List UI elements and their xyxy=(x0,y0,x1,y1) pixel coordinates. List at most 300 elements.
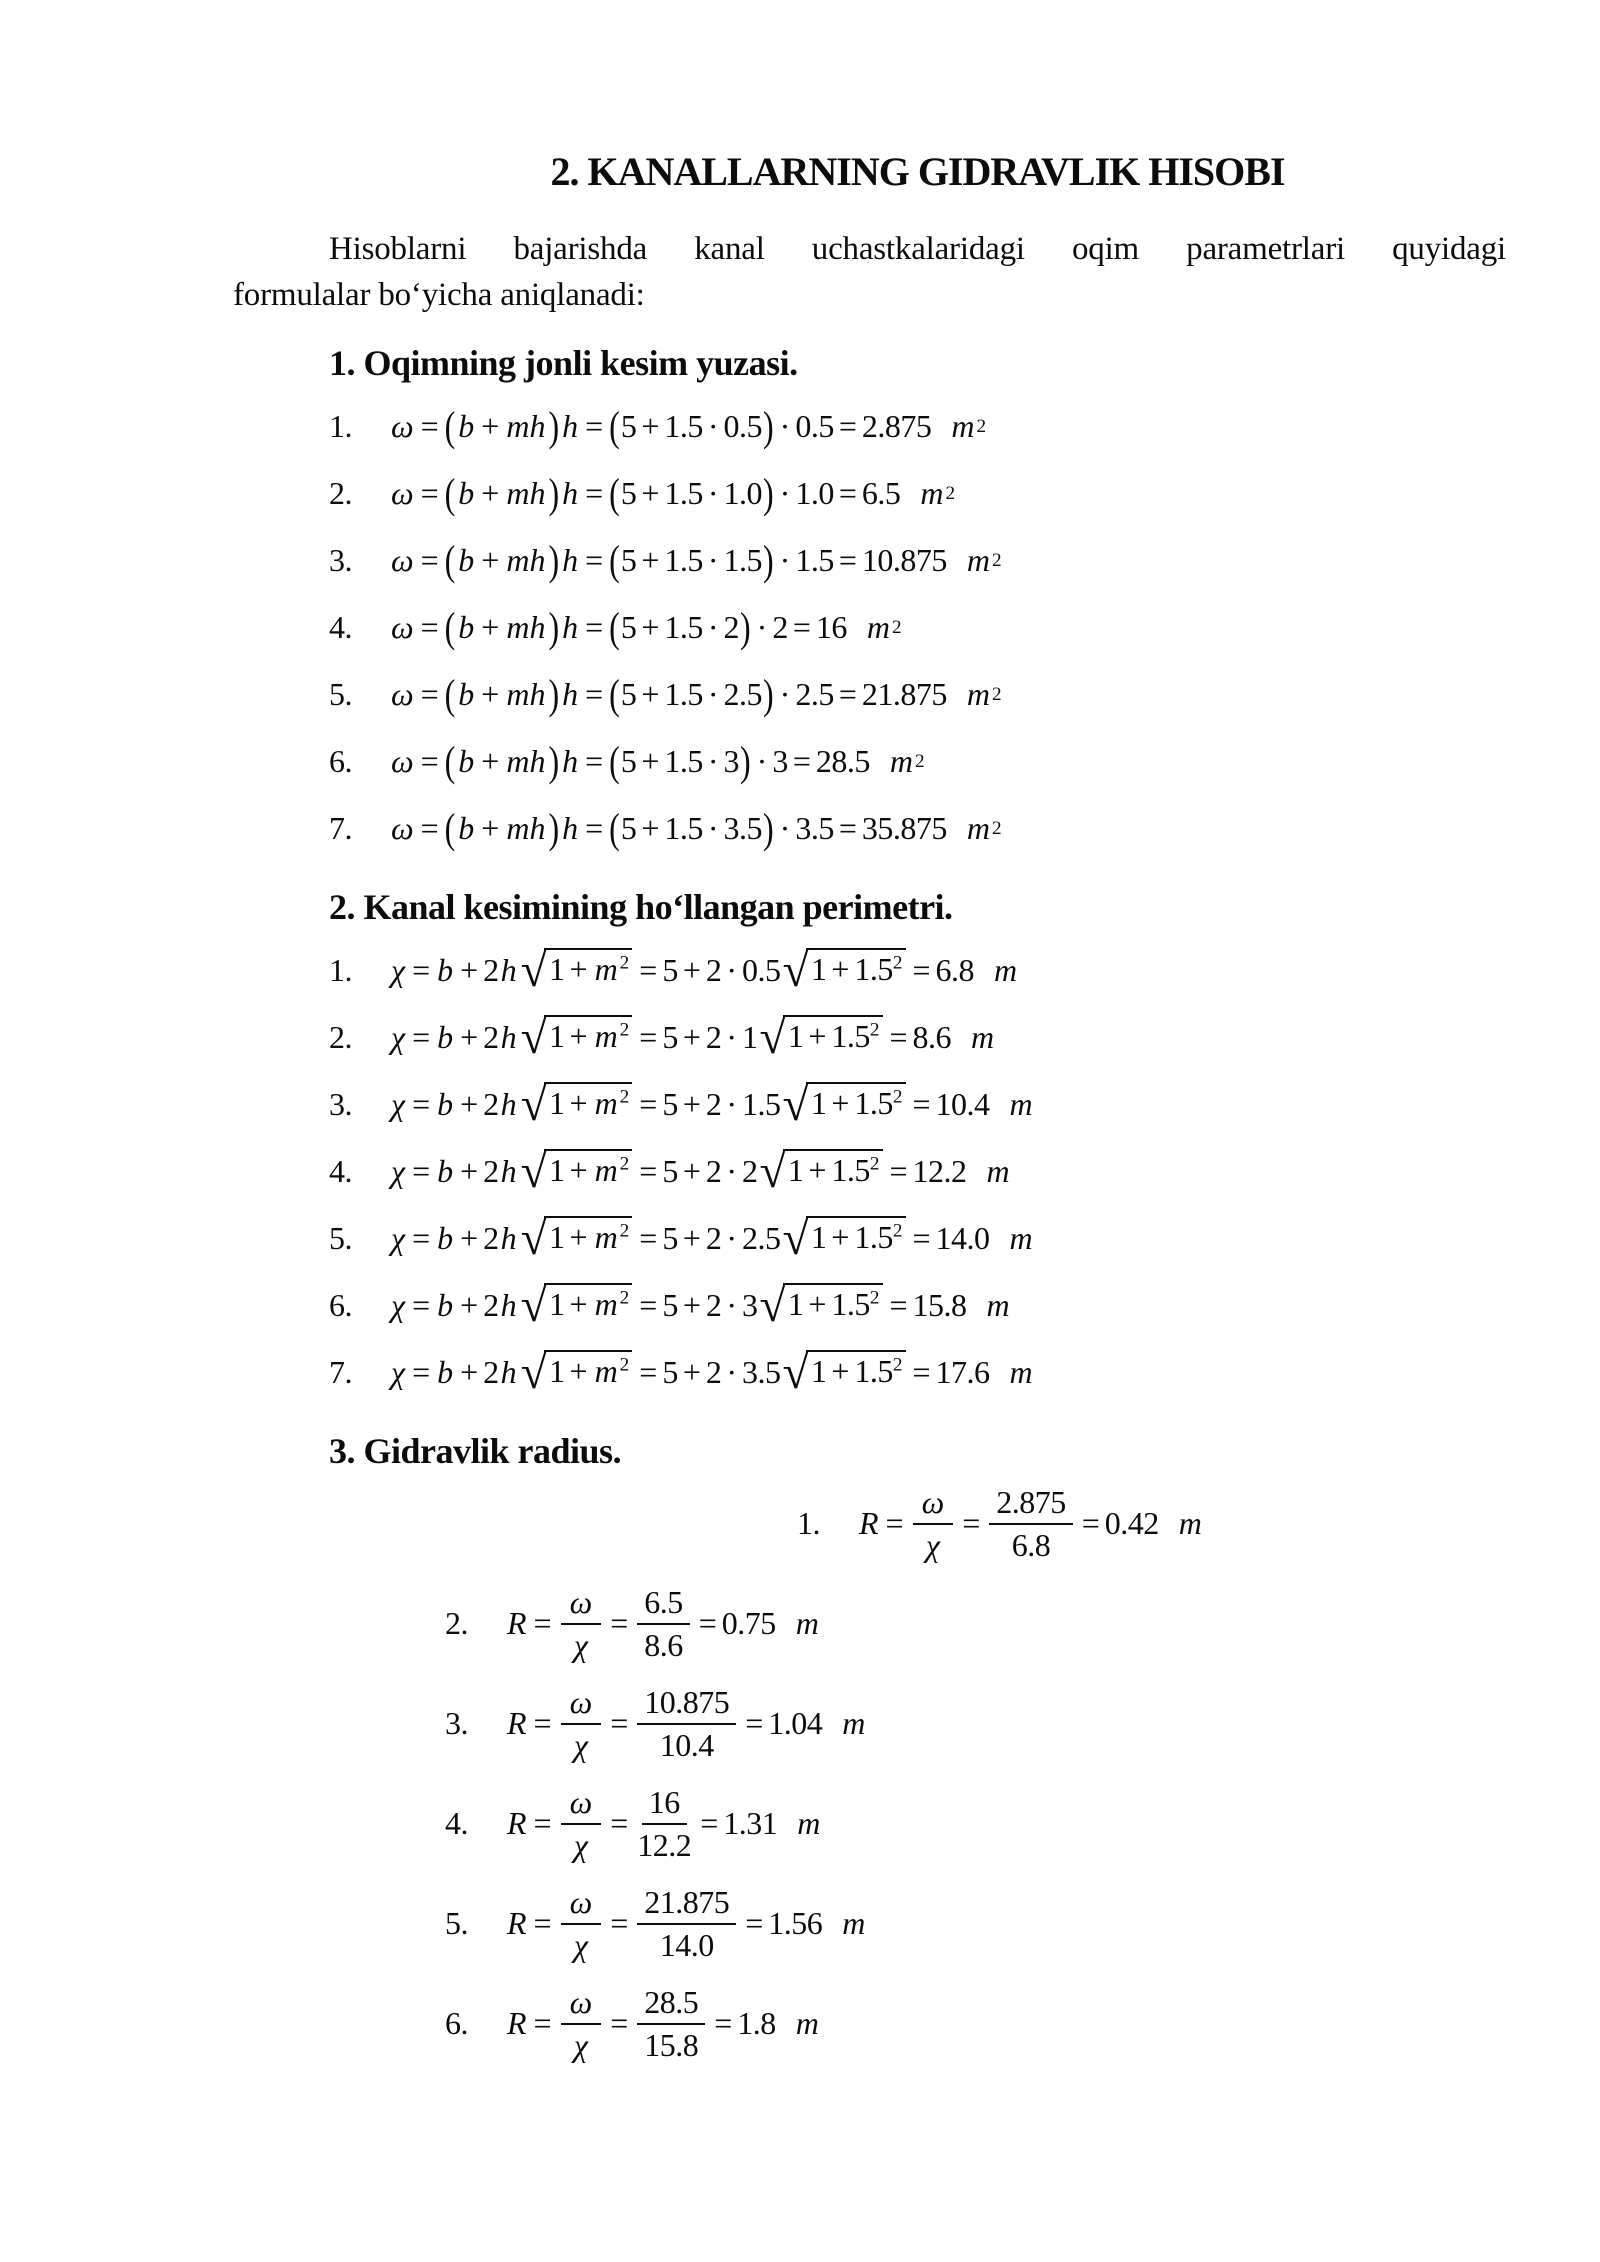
math-operator: + xyxy=(460,1220,479,1257)
math-variable: χ xyxy=(573,1726,588,1763)
math-superscript: 2 xyxy=(619,952,630,974)
math-operator: + xyxy=(641,609,660,646)
radical-sign-icon: √ xyxy=(520,1346,548,1400)
math-number: 2.5 xyxy=(795,676,834,713)
close-paren: ) xyxy=(548,670,560,718)
math-variable: χ xyxy=(391,1287,406,1324)
close-paren: ) xyxy=(763,804,774,852)
math-variable: ω xyxy=(391,542,414,579)
fraction-denominator xyxy=(572,1825,590,1864)
math-number: 3.5 xyxy=(742,1354,781,1391)
math-operator: + xyxy=(831,1219,850,1256)
math-operator: · xyxy=(726,1287,738,1324)
math-variable: m xyxy=(951,408,975,445)
math-variable: m xyxy=(966,810,990,847)
math-sqrt xyxy=(759,1145,883,1199)
formula-item xyxy=(329,393,1506,460)
open-paren: ( xyxy=(444,536,456,584)
math-number: 2 xyxy=(705,1354,722,1391)
math-operator: = xyxy=(420,542,439,579)
math-variable: χ xyxy=(573,1626,588,1663)
math-superscript: 2 xyxy=(619,1220,630,1242)
open-paren: ( xyxy=(444,469,456,517)
math-variable: b xyxy=(458,609,475,646)
math-number: 6.8 xyxy=(935,952,975,989)
math-variable: mh xyxy=(506,475,546,512)
math-operator: = xyxy=(639,952,658,989)
math-operator: + xyxy=(481,609,500,646)
formula-item xyxy=(445,1574,1506,1674)
math-number: 1.5 xyxy=(831,1152,870,1189)
item-number: 3. xyxy=(445,1705,468,1742)
item-number: 5. xyxy=(329,676,352,713)
formula-item xyxy=(329,728,1506,795)
math-number: 2 xyxy=(483,1019,499,1056)
fraction-numerator xyxy=(561,1784,602,1825)
math-variable: b xyxy=(458,475,475,512)
math-superscript: 2 xyxy=(619,1086,630,1108)
math-variable: b xyxy=(437,1354,454,1391)
formula-item xyxy=(445,1774,1506,1874)
radical-sign-icon: √ xyxy=(759,1145,786,1199)
math-variable: m xyxy=(594,1219,618,1256)
math-operator: = xyxy=(533,1805,552,1842)
math-sqrt-argument xyxy=(783,1015,883,1055)
math-operator: = xyxy=(533,1905,552,1942)
fraction-denominator xyxy=(660,1925,714,1964)
math-number: 1.0 xyxy=(795,475,834,512)
math-number: 12.2 xyxy=(912,1153,967,1190)
item-number: 3. xyxy=(329,542,352,579)
formula xyxy=(389,944,1019,998)
math-operator: = xyxy=(420,810,439,847)
formula-item xyxy=(329,527,1506,594)
item-number: 4. xyxy=(445,1805,468,1842)
math-operator: · xyxy=(707,743,719,780)
math-number: 0.42 xyxy=(1104,1505,1159,1542)
math-operator: + xyxy=(831,1085,850,1122)
math-operator: = xyxy=(700,1805,719,1842)
math-number: 28.5 xyxy=(815,743,870,780)
math-variable: m xyxy=(795,2005,819,2042)
math-operator: + xyxy=(569,1353,588,1390)
math-operator: = xyxy=(585,408,604,445)
math-variable: m xyxy=(594,1018,618,1055)
math-variable: m xyxy=(842,1905,866,1942)
math-operator: + xyxy=(569,1219,588,1256)
math-number: 1.5 xyxy=(854,1219,893,1256)
math-operator: + xyxy=(682,1153,701,1190)
math-number: 1.8 xyxy=(737,2005,776,2042)
math-variable: b xyxy=(458,743,475,780)
math-operator: = xyxy=(792,609,811,646)
math-operator: = xyxy=(912,1220,931,1257)
formula-item xyxy=(329,1138,1506,1205)
math-operator: · xyxy=(726,1019,738,1056)
math-number: 2 xyxy=(742,1153,758,1190)
math-number: 5 xyxy=(620,609,637,646)
formula-item xyxy=(329,1339,1506,1406)
fraction-denominator xyxy=(572,1625,590,1664)
math-number: 1 xyxy=(549,1018,565,1055)
formula: ω = ( b + mh ) h = ( 5 + 1.5 · 3.5 ) · 3.5 = 35.875 m 2 xyxy=(391,804,1002,852)
math-sqrt xyxy=(782,1212,906,1266)
math-number: 17.6 xyxy=(935,1354,990,1391)
open-paren: ( xyxy=(609,469,620,517)
math-sqrt xyxy=(520,1145,633,1199)
math-variable: h xyxy=(562,609,579,646)
math-variable: m xyxy=(594,1353,618,1390)
math-number: 2 xyxy=(705,1220,722,1257)
math-variable: m xyxy=(1009,1220,1033,1257)
math-variable: χ xyxy=(573,1826,588,1863)
formula-list xyxy=(329,393,1506,862)
math-variable: m xyxy=(1178,1505,1202,1542)
math-operator: · xyxy=(779,676,791,713)
math-number: 6.8 xyxy=(1011,1526,1051,1563)
math-variable: R xyxy=(507,1905,527,1942)
math-sqrt-argument xyxy=(806,1216,906,1256)
math-operator: · xyxy=(756,743,768,780)
math-number: 2 xyxy=(705,1287,722,1324)
formula-item xyxy=(329,1272,1506,1339)
math-number: 5 xyxy=(620,676,637,713)
math-number: 1.5 xyxy=(795,542,834,579)
math-operator: = xyxy=(420,475,439,512)
math-number: 1.5 xyxy=(664,542,703,579)
math-operator: · xyxy=(779,542,791,579)
math-operator: + xyxy=(569,1085,588,1122)
math-operator: = xyxy=(412,1019,431,1056)
math-variable: m xyxy=(986,1153,1010,1190)
formula xyxy=(505,1684,867,1764)
item-number: 6. xyxy=(445,2005,468,2042)
math-operator: + xyxy=(569,1018,588,1055)
math-variable: h xyxy=(500,1086,517,1123)
math-operator: = xyxy=(412,1086,431,1123)
formula: ω = ( b + mh ) h = ( 5 + 1.5 · 3 ) · 3 = 28.5 m 2 xyxy=(391,737,925,785)
math-operator: = xyxy=(585,475,604,512)
math-superscript: 2 xyxy=(869,1019,880,1041)
math-number: 6.5 xyxy=(861,475,901,512)
math-number: 5 xyxy=(662,1153,678,1190)
item-number: 1. xyxy=(797,1505,820,1542)
math-operator: + xyxy=(481,408,500,445)
math-operator: = xyxy=(639,1220,658,1257)
math-variable: R xyxy=(859,1505,879,1542)
math-variable: h xyxy=(562,743,579,780)
math-number: 1.56 xyxy=(768,1905,823,1942)
math-variable: R xyxy=(507,1705,527,1742)
math-number: 1.5 xyxy=(854,1085,893,1122)
math-number: 2 xyxy=(483,952,499,989)
sections-container xyxy=(233,342,1506,2074)
math-variable: b xyxy=(437,1287,454,1324)
math-variable: χ xyxy=(391,1220,406,1257)
math-operator: · xyxy=(726,1153,738,1190)
fraction-denominator xyxy=(637,1825,691,1864)
math-operator: = xyxy=(585,810,604,847)
formula xyxy=(505,1984,821,2064)
math-number: 0.5 xyxy=(742,952,781,989)
intro-line-2: formulalar bo‘yicha aniqlanadi: xyxy=(233,277,645,313)
math-sqrt xyxy=(520,1279,633,1333)
math-number: 14.0 xyxy=(935,1220,990,1257)
item-number: 2. xyxy=(329,1019,352,1056)
math-superscript: 2 xyxy=(892,952,903,974)
open-paren: ( xyxy=(444,804,456,852)
fraction-denominator xyxy=(1012,1525,1051,1564)
math-variable: h xyxy=(562,408,579,445)
math-sqrt xyxy=(520,1078,633,1132)
math-variable: ω xyxy=(391,810,414,847)
math-variable: m xyxy=(594,1152,618,1189)
math-variable: ω xyxy=(391,475,414,512)
section-heading: 2. Kanal kesimining ho‘llangan perimetri. xyxy=(329,887,953,928)
math-number: 5 xyxy=(620,408,637,445)
math-number: 1.5 xyxy=(854,1353,893,1390)
math-operator: = xyxy=(889,1019,908,1056)
math-operator: = xyxy=(610,1905,629,1942)
fraction-denominator xyxy=(644,2025,698,2064)
math-number: 5 xyxy=(620,810,637,847)
formula-item xyxy=(329,1004,1506,1071)
formula xyxy=(389,1145,1012,1199)
math-variable: m xyxy=(866,609,890,646)
math-operator: = xyxy=(714,2005,733,2042)
open-paren: ( xyxy=(444,737,456,785)
math-number: 12.2 xyxy=(637,1826,692,1863)
math-operator: · xyxy=(779,810,791,847)
formula xyxy=(505,1884,867,1964)
fraction-denominator xyxy=(572,1925,590,1964)
close-paren: ) xyxy=(763,402,774,450)
math-variable: R xyxy=(507,2005,527,2042)
radical-sign-icon: √ xyxy=(782,1212,809,1266)
formula-item xyxy=(329,594,1506,661)
math-number: 1.5 xyxy=(664,743,703,780)
math-operator: + xyxy=(682,1019,701,1056)
math-operator: = xyxy=(838,810,857,847)
math-sqrt xyxy=(759,1279,883,1333)
math-operator: = xyxy=(838,408,857,445)
math-variable: ω xyxy=(569,1883,593,1920)
math-variable: mh xyxy=(506,810,546,847)
math-number: 2 xyxy=(483,1153,499,1190)
math-number: 1 xyxy=(549,1286,565,1323)
math-sqrt-argument xyxy=(544,1082,632,1122)
math-number: 1 xyxy=(810,951,827,988)
math-number: 15.8 xyxy=(912,1287,967,1324)
radical-sign-icon: √ xyxy=(520,1279,548,1333)
math-sqrt xyxy=(520,1011,633,1065)
math-sqrt-argument xyxy=(544,948,632,988)
math-variable: χ xyxy=(391,1153,406,1190)
formula xyxy=(389,1346,1035,1400)
open-paren: ( xyxy=(609,603,620,651)
math-variable: ω xyxy=(569,1983,593,2020)
math-number: 1.5 xyxy=(831,1286,870,1323)
math-variable: ω xyxy=(569,1683,593,1720)
item-number: 6. xyxy=(329,1287,352,1324)
open-paren: ( xyxy=(609,804,620,852)
math-operator: · xyxy=(707,810,719,847)
math-operator: + xyxy=(641,676,660,713)
math-operator: = xyxy=(610,2005,629,2042)
close-paren: ) xyxy=(548,536,560,584)
math-number: 1.5 xyxy=(723,542,763,579)
math-variable: χ xyxy=(573,2026,588,2063)
math-operator: · xyxy=(707,609,719,646)
math-number: 5 xyxy=(620,475,637,512)
close-paren: ) xyxy=(548,402,560,450)
math-operator: + xyxy=(682,1354,701,1391)
fraction-numerator xyxy=(637,1584,690,1625)
math-number: 1 xyxy=(810,1219,827,1256)
math-superscript: 2 xyxy=(619,1354,630,1376)
math-number: 5 xyxy=(620,542,637,579)
math-variable: b xyxy=(458,408,475,445)
formula-item xyxy=(445,1674,1506,1774)
math-operator: = xyxy=(912,952,931,989)
formula-item xyxy=(329,937,1506,1004)
fraction-denominator xyxy=(644,1625,683,1664)
math-variable: ω xyxy=(391,676,414,713)
math-variable: h xyxy=(500,1287,517,1324)
math-operator: = xyxy=(889,1153,908,1190)
math-operator: = xyxy=(585,542,604,579)
math-number: 3 xyxy=(772,743,788,780)
math-variable: m xyxy=(986,1287,1010,1324)
math-operator: = xyxy=(792,743,811,780)
math-superscript: 2 xyxy=(892,1220,903,1242)
formula-list xyxy=(329,1474,1506,2074)
math-operator: + xyxy=(682,1086,701,1123)
math-operator: + xyxy=(481,676,500,713)
math-number: 1 xyxy=(810,1085,827,1122)
formula-item xyxy=(329,1071,1506,1138)
math-number: 2 xyxy=(705,952,722,989)
math-variable: m xyxy=(594,951,618,988)
math-number: 1 xyxy=(549,1219,565,1256)
math-operator: = xyxy=(420,743,439,780)
math-fraction xyxy=(637,1784,691,1864)
open-paren: ( xyxy=(609,536,620,584)
math-number: 21.875 xyxy=(644,1883,730,1920)
math-operator: + xyxy=(682,952,701,989)
open-paren: ( xyxy=(609,670,620,718)
math-operator: · xyxy=(726,1220,738,1257)
math-variable: mh xyxy=(506,408,546,445)
fraction-numerator xyxy=(561,1584,602,1625)
open-paren: ( xyxy=(609,737,620,785)
math-variable: ω xyxy=(569,1783,593,1820)
math-operator: + xyxy=(460,1287,479,1324)
math-number: 21.875 xyxy=(861,676,947,713)
math-variable: χ xyxy=(573,1926,588,1963)
math-variable: b xyxy=(437,952,454,989)
math-operator: + xyxy=(481,810,500,847)
math-sqrt-argument xyxy=(544,1216,632,1256)
math-number: 1 xyxy=(549,951,565,988)
math-sqrt xyxy=(782,1078,906,1132)
math-variable: h xyxy=(562,542,579,579)
math-sqrt xyxy=(782,1346,906,1400)
math-variable: R xyxy=(507,1605,527,1642)
radical-sign-icon: √ xyxy=(520,1145,548,1199)
math-number: 5 xyxy=(662,1019,678,1056)
math-operator: = xyxy=(412,1354,431,1391)
math-variable: m xyxy=(966,542,990,579)
math-operator: = xyxy=(639,1019,658,1056)
math-operator: = xyxy=(962,1505,981,1542)
math-variable: h xyxy=(562,475,579,512)
math-operator: = xyxy=(889,1287,908,1324)
math-variable: χ xyxy=(391,1019,406,1056)
math-operator: = xyxy=(412,1220,431,1257)
math-operator: + xyxy=(460,1153,479,1190)
math-operator: + xyxy=(460,952,479,989)
fraction-numerator xyxy=(989,1484,1073,1525)
math-operator: · xyxy=(779,408,791,445)
math-operator: + xyxy=(460,1019,479,1056)
math-variable: b xyxy=(437,1153,454,1190)
math-fraction xyxy=(989,1484,1073,1564)
math-variable: ω xyxy=(569,1583,593,1620)
radical-sign-icon: √ xyxy=(782,1346,809,1400)
close-paren: ) xyxy=(740,737,751,785)
math-number: 2 xyxy=(772,609,788,646)
radical-sign-icon: √ xyxy=(782,1078,809,1132)
math-operator: + xyxy=(460,1354,479,1391)
math-operator: = xyxy=(585,743,604,780)
radical-sign-icon: √ xyxy=(520,1212,548,1266)
math-number: 1.5 xyxy=(664,408,703,445)
math-operator: = xyxy=(838,475,857,512)
math-number: 5 xyxy=(662,1086,678,1123)
math-number: 1.5 xyxy=(664,810,703,847)
math-operator: = xyxy=(412,1153,431,1190)
math-number: 5 xyxy=(662,1354,678,1391)
fraction-numerator xyxy=(561,1884,602,1925)
item-number: 3. xyxy=(329,1086,352,1123)
fraction-numerator xyxy=(561,1984,602,2025)
math-operator: = xyxy=(412,1287,431,1324)
fraction-denominator xyxy=(572,1725,590,1764)
math-number: 2 xyxy=(705,1153,722,1190)
math-fraction xyxy=(561,1584,602,1664)
math-fraction xyxy=(561,1984,602,2064)
math-sqrt-argument xyxy=(783,1149,883,1189)
formula-item xyxy=(329,661,1506,728)
math-sqrt xyxy=(520,1212,633,1266)
math-number: 1 xyxy=(742,1019,758,1056)
math-operator: · xyxy=(779,475,791,512)
math-variable: ω xyxy=(391,743,414,780)
math-variable: m xyxy=(920,475,944,512)
formula: ω = ( b + mh ) h = ( 5 + 1.5 · 2.5 ) · 2.5 = 21.875 m 2 xyxy=(391,670,1002,718)
math-operator: = xyxy=(639,1153,658,1190)
math-operator: = xyxy=(885,1505,904,1542)
item-number: 2. xyxy=(445,1605,468,1642)
math-operator: · xyxy=(756,609,768,646)
radical-sign-icon: √ xyxy=(759,1011,786,1065)
math-variable: h xyxy=(500,1220,517,1257)
math-operator: + xyxy=(682,1287,701,1324)
close-paren: ) xyxy=(548,804,560,852)
math-number: 2.5 xyxy=(723,676,763,713)
math-variable: b xyxy=(437,1220,454,1257)
